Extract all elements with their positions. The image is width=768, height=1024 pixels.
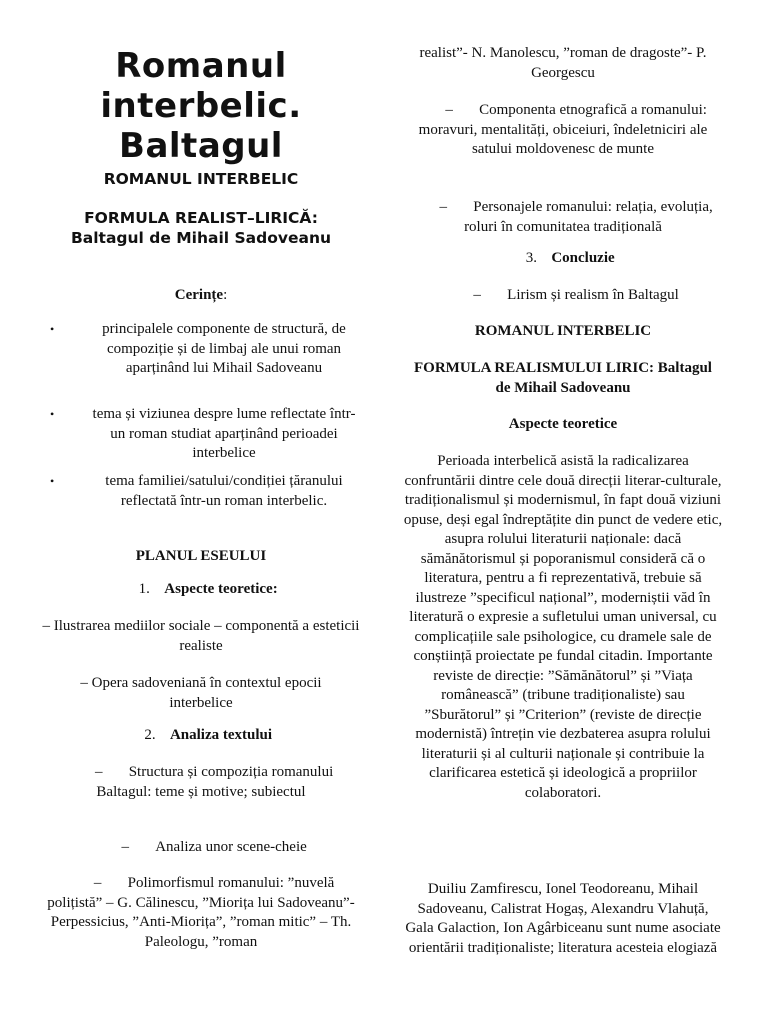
section-3-heading xyxy=(402,249,724,269)
list-item xyxy=(45,874,357,952)
subheading-formula: FORMULA REALIST–LIRICĂ: Baltagul de Mihail Sadoveanu xyxy=(70,209,332,247)
dash-marker: – xyxy=(445,102,453,118)
dash-marker: – xyxy=(439,199,447,215)
cerinte-label: Cerințe xyxy=(174,287,224,303)
list-item-text: Structura și compoziția romanului Baltagul: teme și motive; subiectul xyxy=(96,764,334,800)
cerinte-colon: : xyxy=(223,287,228,303)
list-item xyxy=(40,472,362,511)
bullet-icon: • xyxy=(50,407,55,421)
list-item: – Opera sadoveniană în contextul epocii interbelice xyxy=(80,675,322,711)
dash-marker: – xyxy=(121,839,129,855)
list-item xyxy=(402,101,724,160)
list-item-text: Lirism și realism în Baltagul xyxy=(507,287,679,303)
requirement-text: tema și viziunea despre lume reflectate într-un roman studiat aparținând perioadei interbelice xyxy=(92,406,356,461)
cerinte-heading xyxy=(40,286,362,306)
requirement-text: tema familiei/satului/condiției țăranului reflectată într-un roman interbelic. xyxy=(105,473,343,509)
list-item-text: Personajele romanului: relația, evoluția, roluri în comunitatea tradițională xyxy=(464,199,713,235)
list-item-text: Analiza unor scene-cheie xyxy=(155,839,307,855)
requirement-text: principalele componente de structură, de compoziție și de limbaj ale unui roman aparținând lui Mihail Sadoveanu xyxy=(102,321,346,376)
section-label: Analiza textului xyxy=(169,727,273,743)
list-item xyxy=(50,838,352,858)
subheading-formula-2: FORMULA REALISMULUI LIRIC: Baltagul de Mihail Sadoveanu xyxy=(414,360,712,396)
section-1-heading xyxy=(40,580,362,600)
bullet-icon: • xyxy=(50,474,55,488)
list-item-continued: realist”- N. Manolescu, ”roman de dragoste”- P. Georgescu xyxy=(419,45,707,81)
section-2-heading xyxy=(40,726,362,746)
dash-marker: – xyxy=(94,764,103,780)
section-number: 2. xyxy=(144,727,156,743)
section-number: 1. xyxy=(138,581,150,597)
section-number: 3. xyxy=(525,250,537,266)
plan-heading: PLANUL ESEULUI xyxy=(135,548,267,564)
aspects-heading: Aspecte teoretice xyxy=(508,416,618,432)
section-label: Aspecte teoretice: xyxy=(164,581,278,597)
section-label: Concluzie xyxy=(551,250,615,266)
list-item-text: Polimorfismul romanului: ”nuvelă polițistă” – G. Călinescu, ”Miorița lui Sadoveanu”- Perpessicius, ”Anti-Miorița”, ”roman mitic” – Th. Paleologu, ”roman xyxy=(47,875,355,950)
bullet-icon: • xyxy=(50,322,55,336)
heading-romanul-interbelic-2: ROMANUL INTERBELIC xyxy=(474,323,652,339)
body-paragraph-1: Perioada interbelică asistă la radicalizarea confruntării dintre cele două direcții literar-culturale, tradiționalismul și modernismul, în fapt două viziuni opuse, deși egal îndreptățite din punct de vedere etic, asupra rolului literaturii naționale: dacă sămănătorismul și poporanismul consideră că o literatura, pentru a fi reprezentativă, trebuie să ilustreze ”specificul național”, moderniștii văd în literatură o expresie a sufletului uman universal, cu complicațiile sale psihologice, cu dramele sale de conștiință proiectate pe fundal citadin. Importante reviste de direcție: ”Sămănătorul” și ”Viața românească” (tribune tradiționaliste) sau ”Sburătorul” și ”Criterion” (reviste de direcție modernistă) întrețin vie dezbaterea asupra rolului literaturii și al culturii naționale și contribuie la clarificarea estetică și ideologică a propriilor colaboratori. xyxy=(403,453,723,801)
dash-marker: – xyxy=(473,287,481,303)
body-paragraph-2: Duiliu Zamfirescu, Ionel Teodoreanu, Mihail Sadoveanu, Calistrat Hogaș, Alexandru Vlahuță, Gala Galaction, Ion Agârbiceanu sunt nume asociate orientării tradiționaliste; literatura acesteia elogiază xyxy=(405,881,721,956)
document-title: Romanul interbelic. Baltagul xyxy=(100,46,302,166)
list-item xyxy=(402,286,724,306)
heading-romanul-interbelic: ROMANUL INTERBELIC xyxy=(103,170,299,188)
list-item-text: Componenta etnografică a romanului: moravuri, mentalități, obiceiuri, îndeletniciri ale satului moldovenesc de munte xyxy=(418,102,708,157)
dash-marker: – xyxy=(93,875,102,891)
list-item xyxy=(402,198,724,237)
list-item xyxy=(40,320,362,379)
list-item: – Ilustrarea mediilor sociale – componentă a esteticii realiste xyxy=(42,618,360,654)
list-item xyxy=(40,405,362,464)
list-item xyxy=(50,763,352,802)
